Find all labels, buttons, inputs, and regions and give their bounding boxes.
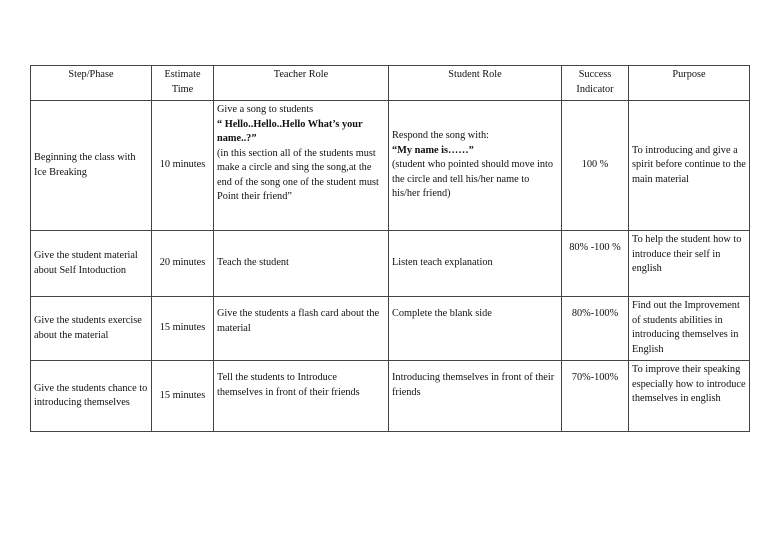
indicator-cell: 70%-100% [562,361,629,432]
header-step-phase: Step/Phase [31,66,152,101]
purpose-cell: To help the student how to introduce their self in english [629,231,750,297]
table-row [31,231,750,297]
student-role-cell: Introducing themselves in front of their friends [389,361,562,432]
table-row [31,101,750,231]
student-role-cell [389,101,562,231]
phase-cell: Give the students exercise about the material [31,297,152,361]
student-role-cell: Listen teach explanation [389,231,562,297]
table-row [31,361,750,432]
purpose-cell: Find out the Improvement of students abilities in introducing themselves in English [629,297,750,361]
indicator-cell: 80%-100% [562,297,629,361]
student-role-cell: Complete the blank side [389,297,562,361]
teacher-role-cell: Teach the student [214,231,389,297]
header-estimate-time: Estimate Time [152,66,214,101]
header-purpose: Purpose [629,66,750,101]
time-cell: 20 minutes [152,231,214,297]
indicator-cell: 100 % [562,101,629,231]
purpose-cell: To improve their speaking especially how to introduce themselves in english [629,361,750,432]
phase-cell: Give the student material about Self Intoduction [31,231,152,297]
time-cell: 10 minutes [152,101,214,231]
purpose-cell: To introducing and give a spirit before continue to the main material [629,101,750,231]
phase-cell: Beginning the class with Ice Breaking [31,101,152,231]
indicator-cell: 80% -100 % [562,231,629,297]
time-cell: 15 minutes [152,297,214,361]
teacher-role-cell [214,101,389,231]
table-row [31,297,750,361]
student-reply: “My name is……” [392,144,474,156]
header-row [31,66,750,101]
student-role-note: (student who pointed should move into the circle and tell his/her name to his/her friend) [392,159,554,200]
song-lyric: “ Hello..Hello..Hello What’s your name..?” [217,118,363,144]
header-success-indicator: Success Indicator [562,66,629,101]
teacher-role-cell: Tell the students to Introduce themselves in front of their friends [214,361,389,432]
lesson-plan-table [30,65,750,432]
teacher-role-intro: Give a song to students [217,104,314,115]
time-cell: 15 minutes [152,361,214,432]
header-teacher-role: Teacher Role [214,66,389,101]
header-student-role: Student Role [389,66,562,101]
teacher-role-note: (in this section all of the students must make a circle and sing the song,at the end of the song one of the student must Point their friend” [217,147,379,202]
phase-cell: Give the students chance to introducing themselves [31,361,152,432]
student-role-intro: Respond the song with: [392,130,489,142]
teacher-role-cell: Give the students a flash card about the material [214,297,389,361]
